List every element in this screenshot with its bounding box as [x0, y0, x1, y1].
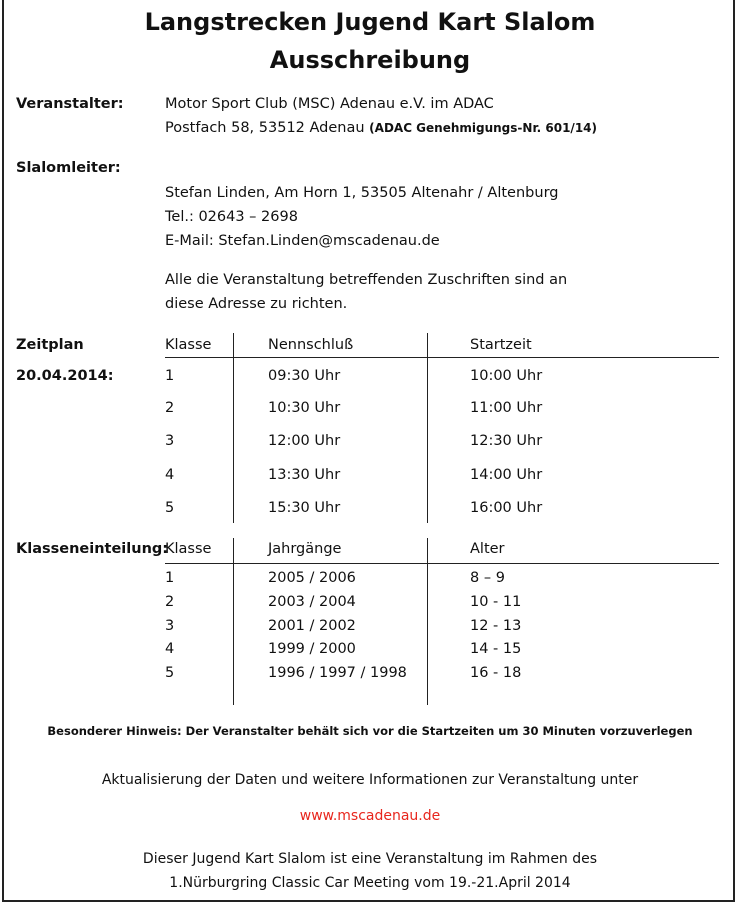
classes-col-divider-2 — [427, 538, 428, 705]
title-line-2: Ausschreibung — [269, 46, 471, 74]
schedule-row-1-nennschluss: 09:30 Uhr — [268, 368, 341, 384]
schedule-header-startzeit: Startzeit — [470, 337, 532, 353]
director-notice-2: diese Adresse zu richten. — [165, 296, 348, 312]
schedule-header-nennschluss: Nennschluß — [268, 337, 354, 353]
classes-label: Klasseneinteilung: — [16, 541, 169, 557]
director-phone: Tel.: 02643 – 2698 — [165, 209, 298, 225]
organizer-line-2 — [165, 120, 597, 136]
schedule-row-2-klasse: 2 — [165, 400, 175, 416]
classes-row-3-klasse: 3 — [165, 618, 175, 634]
classes-row-3-jahrgaenge: 2001 / 2002 — [268, 618, 356, 634]
classes-row-5-klasse: 5 — [165, 665, 175, 681]
schedule-label: Zeitplan — [16, 337, 84, 353]
classes-row-4-jahrgaenge: 1999 / 2000 — [268, 641, 356, 657]
closing-line-1: Dieser Jugend Kart Slalom ist eine Veranstaltung im Rahmen des — [142, 851, 598, 867]
director-label: Slalomleiter: — [16, 160, 121, 176]
schedule-row-3-nennschluss: 12:00 Uhr — [268, 433, 341, 449]
director-notice-1: Alle die Veranstaltung betreffenden Zuschriften sind an — [165, 272, 568, 288]
classes-row-3-alter: 12 - 13 — [470, 618, 522, 634]
classes-row-4-klasse: 4 — [165, 641, 175, 657]
classes-header-alter: Alter — [470, 541, 505, 557]
classes-row-5-alter: 16 - 18 — [470, 665, 522, 681]
director-address: Stefan Linden, Am Horn 1, 53505 Altenahr / Altenburg — [165, 185, 559, 201]
schedule-row-1-startzeit: 10:00 Uhr — [470, 368, 543, 384]
classes-row-2-klasse: 2 — [165, 594, 175, 610]
classes-row-1-jahrgaenge: 2005 / 2006 — [268, 570, 356, 586]
classes-col-divider-1 — [233, 538, 234, 705]
organizer-line-1: Motor Sport Club (MSC) Adenau e.V. im ADAC — [165, 96, 494, 112]
schedule-row-1-klasse: 1 — [165, 368, 175, 384]
schedule-row-2-nennschluss: 10:30 Uhr — [268, 400, 341, 416]
schedule-row-4-nennschluss: 13:30 Uhr — [268, 467, 341, 483]
schedule-col-divider-1 — [233, 333, 234, 523]
schedule-row-2-startzeit: 11:00 Uhr — [470, 400, 543, 416]
schedule-row-5-startzeit: 16:00 Uhr — [470, 500, 543, 516]
closing-line-2: 1.Nürburgring Classic Car Meeting vom 19.-21.April 2014 — [169, 875, 571, 891]
organizer-postfach: Postfach 58, 53512 Adenau — [165, 120, 365, 136]
schedule-row-4-klasse: 4 — [165, 467, 175, 483]
schedule-row-5-klasse: 5 — [165, 500, 175, 516]
organizer-permit-note: (ADAC Genehmigungs-Nr. 601/14) — [369, 121, 597, 135]
schedule-row-4-startzeit: 14:00 Uhr — [470, 467, 543, 483]
organizer-label: Veranstalter: — [16, 96, 124, 112]
director-email: E-Mail: Stefan.Linden@mscadenau.de — [165, 233, 440, 249]
classes-row-4-alter: 14 - 15 — [470, 641, 522, 657]
classes-header-jahrgaenge: Jahrgänge — [268, 541, 342, 557]
schedule-col-divider-2 — [427, 333, 428, 523]
classes-header-klasse: Klasse — [165, 541, 212, 557]
schedule-row-5-nennschluss: 15:30 Uhr — [268, 500, 341, 516]
schedule-date: 20.04.2014: — [16, 368, 114, 384]
classes-header-rule — [165, 563, 719, 564]
website-link[interactable]: www.mscadenau.de — [299, 808, 441, 824]
classes-row-1-alter: 8 – 9 — [470, 570, 505, 586]
classes-row-5-jahrgaenge: 1996 / 1997 / 1998 — [268, 665, 407, 681]
special-notice: Besonderer Hinweis: Der Veranstalter behält sich vor die Startzeiten um 30 Minuten vorzuverlegen — [47, 724, 693, 738]
schedule-row-3-klasse: 3 — [165, 433, 175, 449]
title-line-1: Langstrecken Jugend Kart Slalom — [144, 8, 596, 36]
classes-row-2-jahrgaenge: 2003 / 2004 — [268, 594, 356, 610]
classes-row-2-alter: 10 - 11 — [470, 594, 522, 610]
classes-row-1-klasse: 1 — [165, 570, 175, 586]
schedule-header-klasse: Klasse — [165, 337, 212, 353]
update-info-text: Aktualisierung der Daten und weitere Informationen zur Veranstaltung unter — [101, 772, 639, 788]
schedule-header-rule — [165, 357, 719, 358]
schedule-row-3-startzeit: 12:30 Uhr — [470, 433, 543, 449]
